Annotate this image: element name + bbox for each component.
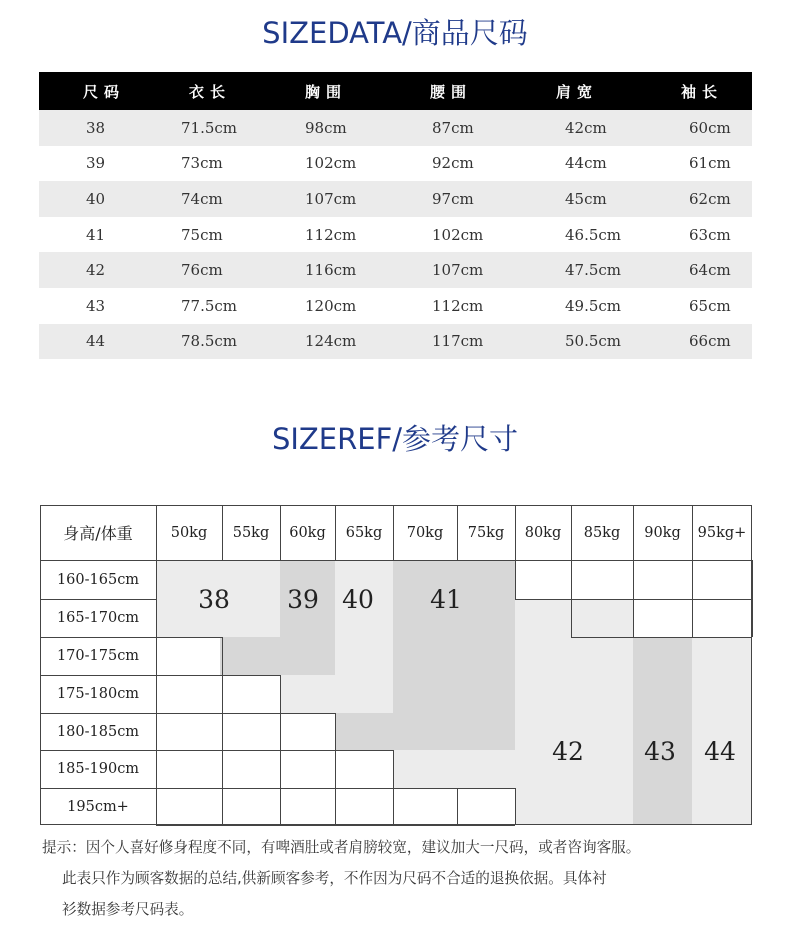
grid-line bbox=[571, 637, 633, 638]
notes bbox=[0, 832, 640, 925]
grid-line bbox=[156, 637, 157, 675]
table-cell: 41 bbox=[86, 225, 106, 244]
grid-line bbox=[571, 560, 572, 599]
grid-line bbox=[280, 825, 335, 826]
table-cell: 87cm bbox=[432, 118, 474, 137]
weight-label: 80kg bbox=[524, 524, 562, 541]
header-sleeve: 袖长 bbox=[681, 82, 724, 101]
table-cell: 112cm bbox=[305, 225, 357, 244]
table-cell: 60cm bbox=[689, 118, 731, 137]
table-cell: 107cm bbox=[432, 261, 484, 280]
grid-line bbox=[280, 788, 281, 825]
grid-line bbox=[156, 825, 222, 826]
grid-line bbox=[515, 560, 516, 599]
grid-line bbox=[222, 750, 223, 788]
size-label-42: 42 bbox=[552, 737, 584, 766]
grid-line bbox=[222, 788, 280, 789]
table-cell: 46.5cm bbox=[565, 225, 622, 244]
size-label-44: 44 bbox=[704, 737, 736, 766]
table-cell: 107cm bbox=[305, 189, 357, 208]
height-label: 160-165cm bbox=[56, 571, 140, 588]
size-label-38: 38 bbox=[198, 585, 230, 614]
table-row bbox=[39, 288, 752, 324]
table-cell: 76cm bbox=[181, 261, 223, 280]
grid-line bbox=[335, 788, 393, 789]
header-shoulder: 肩宽 bbox=[556, 82, 599, 101]
grid-line bbox=[280, 713, 335, 714]
size-region-43 bbox=[633, 637, 692, 825]
grid-line bbox=[156, 750, 222, 751]
height-label: 175-180cm bbox=[56, 686, 140, 702]
weight-label: 70kg bbox=[406, 524, 444, 541]
weight-label: 95kg+ bbox=[697, 524, 747, 541]
size-region-44 bbox=[692, 637, 752, 825]
grid-line bbox=[335, 825, 393, 826]
table-row bbox=[39, 324, 752, 360]
table-cell: 42 bbox=[86, 261, 106, 280]
grid-line bbox=[335, 750, 336, 788]
grid-line bbox=[457, 788, 515, 789]
weight-label: 85kg bbox=[583, 524, 621, 541]
size-label-43: 43 bbox=[644, 737, 676, 766]
height-label: 195cm+ bbox=[67, 798, 129, 815]
table-cell: 44 bbox=[86, 332, 106, 351]
size-region-42 bbox=[393, 750, 515, 788]
table-cell: 50.5cm bbox=[565, 332, 622, 351]
grid-line bbox=[222, 675, 280, 676]
table-cell: 39 bbox=[86, 154, 106, 173]
table-cell: 63cm bbox=[689, 225, 731, 244]
size-region-39 bbox=[280, 560, 335, 675]
weight-label: 75kg bbox=[467, 524, 505, 541]
table-cell: 43 bbox=[86, 296, 106, 315]
size-region-39 bbox=[220, 637, 280, 675]
size-region-40 bbox=[335, 560, 393, 713]
grid-line bbox=[222, 825, 280, 826]
grid-line bbox=[752, 599, 753, 637]
grid-line bbox=[156, 637, 222, 638]
height-label: 170-175cm bbox=[56, 648, 140, 664]
table-cell: 61cm bbox=[689, 154, 731, 173]
table-cell: 40 bbox=[86, 189, 106, 208]
size-region-40 bbox=[280, 675, 335, 713]
grid-line bbox=[156, 788, 222, 789]
size-label-41: 41 bbox=[430, 585, 462, 614]
grid-corner-label: 身高/体重 bbox=[63, 524, 133, 543]
size-region-41 bbox=[335, 713, 393, 750]
grid-line bbox=[156, 675, 222, 676]
note-line: 衫数据参考尺码表。 bbox=[62, 901, 194, 918]
size-label-40: 40 bbox=[342, 585, 374, 614]
grid-line bbox=[280, 675, 281, 713]
height-label: 165-170cm bbox=[56, 610, 140, 626]
weight-label: 65kg bbox=[345, 524, 383, 541]
grid-line bbox=[633, 637, 692, 638]
grid-line bbox=[280, 713, 281, 750]
grid-line bbox=[222, 637, 223, 675]
grid-line bbox=[280, 750, 335, 751]
table-cell: 38 bbox=[86, 118, 106, 137]
grid-line bbox=[156, 750, 157, 788]
size-data-table bbox=[39, 72, 752, 359]
table-cell: 71.5cm bbox=[181, 118, 238, 137]
table-cell: 47.5cm bbox=[565, 261, 622, 280]
table-row bbox=[39, 146, 752, 182]
grid-line bbox=[692, 599, 752, 600]
table-cell: 120cm bbox=[305, 296, 357, 315]
table-row bbox=[39, 110, 752, 146]
table-cell: 62cm bbox=[689, 189, 731, 208]
size-label-39: 39 bbox=[287, 585, 319, 614]
table-cell: 75cm bbox=[181, 225, 223, 244]
note-line: 提示：因个人喜好修身程度不同，有啤酒肚或者肩膀较宽，建议加大一尺码，或者咨询客服。 bbox=[42, 839, 641, 856]
grid-line bbox=[692, 560, 752, 561]
header-waist: 腰围 bbox=[430, 82, 473, 101]
table-cell: 112cm bbox=[432, 296, 484, 315]
grid-line bbox=[280, 788, 335, 789]
table-cell: 77.5cm bbox=[181, 296, 238, 315]
height-label: 185-190cm bbox=[56, 761, 140, 777]
grid-line bbox=[692, 599, 693, 637]
grid-line bbox=[457, 788, 458, 825]
table-cell: 42cm bbox=[565, 118, 607, 137]
table-cell: 66cm bbox=[689, 332, 731, 351]
weight-label: 60kg bbox=[289, 524, 326, 541]
grid-line bbox=[222, 750, 280, 751]
grid-line bbox=[515, 788, 516, 825]
table-row bbox=[39, 252, 752, 288]
grid-line bbox=[752, 560, 753, 599]
table-cell: 116cm bbox=[305, 261, 357, 280]
table-cell: 78.5cm bbox=[181, 332, 238, 351]
table-cell: 102cm bbox=[432, 225, 484, 244]
grid-line bbox=[515, 560, 571, 561]
table-cell: 97cm bbox=[432, 189, 474, 208]
size-ref-title: SIZEREF/参考尺寸 bbox=[271, 422, 519, 456]
grid-line bbox=[457, 825, 515, 826]
header-size: 尺码 bbox=[83, 82, 126, 101]
grid-line bbox=[222, 713, 223, 750]
table-cell: 92cm bbox=[432, 154, 474, 173]
grid-line bbox=[222, 713, 280, 714]
grid-line bbox=[692, 637, 752, 638]
table-cell: 49.5cm bbox=[565, 296, 622, 315]
grid-line bbox=[633, 560, 634, 599]
grid-line bbox=[692, 560, 693, 599]
grid-line bbox=[156, 713, 222, 714]
grid-line bbox=[280, 750, 281, 788]
weight-label: 90kg bbox=[644, 524, 681, 541]
table-row bbox=[39, 217, 752, 253]
table-row bbox=[39, 181, 752, 217]
grid-line bbox=[222, 675, 223, 713]
size-region-42 bbox=[515, 599, 633, 825]
header-length: 衣长 bbox=[189, 82, 232, 101]
grid-line bbox=[571, 560, 633, 561]
header-chest: 胸围 bbox=[305, 82, 348, 101]
grid-line bbox=[393, 788, 457, 789]
table-cell: 44cm bbox=[565, 154, 607, 173]
table-cell: 74cm bbox=[181, 189, 223, 208]
table-cell: 102cm bbox=[305, 154, 357, 173]
grid-line bbox=[156, 675, 157, 713]
grid-line bbox=[335, 713, 336, 750]
grid-line bbox=[222, 788, 223, 825]
size-data-title: SIZEDATA/商品尺码 bbox=[262, 16, 528, 50]
grid-line bbox=[156, 713, 157, 750]
weight-label: 55kg bbox=[232, 524, 270, 541]
size-data-header bbox=[39, 72, 752, 110]
weight-label: 50kg bbox=[170, 524, 208, 541]
height-label: 180-185cm bbox=[56, 723, 140, 740]
size-ref-grid bbox=[40, 505, 752, 825]
note-line: 此表只作为顾客数据的总结,供新顾客参考，不作因为尺码不合适的退换依据。具体衬 bbox=[62, 870, 607, 887]
table-cell: 98cm bbox=[305, 118, 347, 137]
grid-line bbox=[571, 599, 572, 637]
table-cell: 64cm bbox=[689, 261, 731, 280]
table-cell: 124cm bbox=[305, 332, 357, 351]
grid-line bbox=[393, 825, 457, 826]
table-cell: 117cm bbox=[432, 332, 484, 351]
grid-line bbox=[515, 599, 571, 600]
grid-line bbox=[633, 599, 692, 600]
grid-line bbox=[393, 750, 394, 788]
grid-line bbox=[571, 599, 633, 600]
grid-line bbox=[633, 560, 692, 561]
grid-line bbox=[335, 788, 336, 825]
grid-line bbox=[633, 599, 634, 637]
grid-line bbox=[156, 788, 157, 825]
grid-line bbox=[393, 788, 394, 825]
table-cell: 65cm bbox=[689, 296, 731, 315]
table-cell: 45cm bbox=[565, 189, 607, 208]
table-cell: 73cm bbox=[181, 154, 223, 173]
grid-line bbox=[335, 750, 393, 751]
